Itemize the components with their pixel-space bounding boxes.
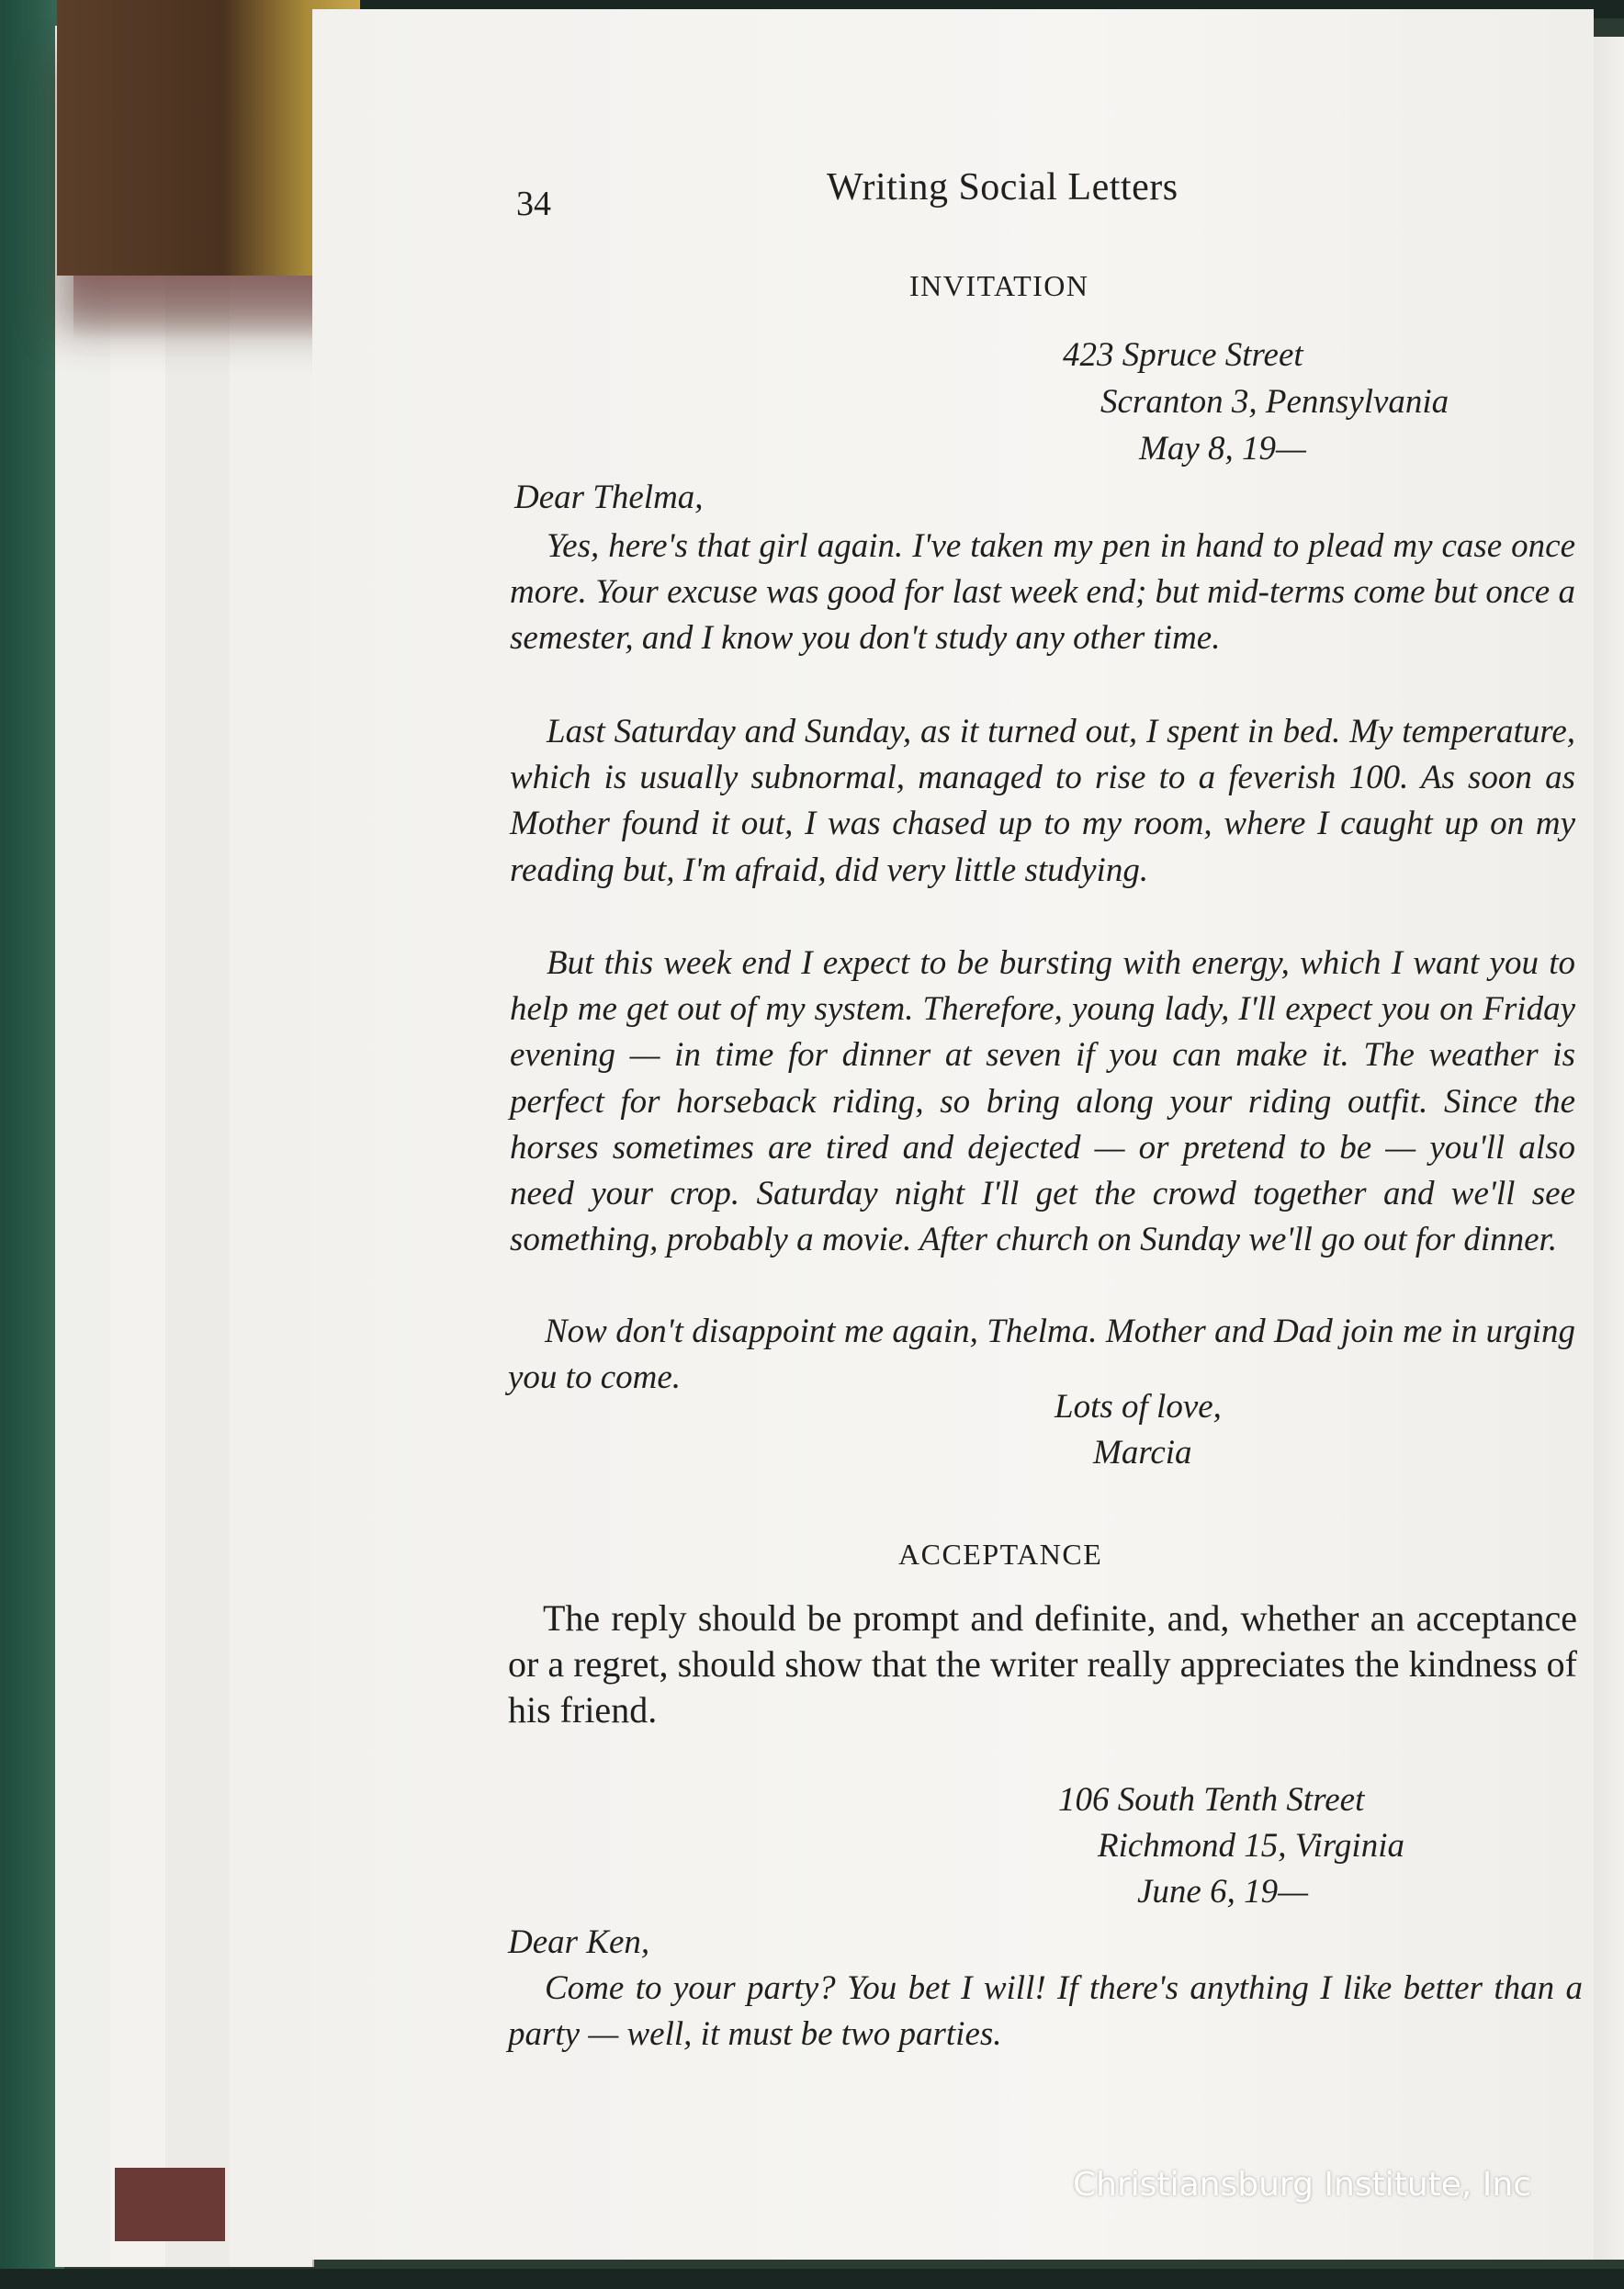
acceptance-date: June 6, 19— xyxy=(1137,1873,1308,1911)
acceptance-intro-text: The reply should be prompt and definite, and, whether an acceptance or a regret, should show that the writer really appreciates the kindness of his friend. xyxy=(508,1597,1577,1731)
acceptance-paragraph-text: Come to your party? You bet I will! If there's anything I like better than a party — well, it must be two parties. xyxy=(508,1969,1583,2054)
invitation-paragraph-text: But this week end I expect to be bursting with energy, which I want you to help me get out of my system. Therefore, young lady, I'll expect you on Friday evening — in time for dinner at seven if you can make it. The weather is perfect for horseback riding, so bring along your riding outfit. Since the horses sometimes are tired and dejected — or pretend to be — you'll also need your crop. Saturday night I'll get the crowd together and we'll see something, probably a movie. After church on Sunday we'll go out for dinner. xyxy=(510,944,1575,1259)
invitation-heading: INVITATION xyxy=(909,269,1089,302)
invitation-paragraph-text: Now don't disappoint me again, Thelma. Mother and Dad join me in urging you to come. xyxy=(508,1313,1575,1397)
invitation-date: May 8, 19— xyxy=(1139,430,1306,468)
invitation-paragraph-text: Yes, here's that girl again. I've taken my pen in hand to plead my case once more. Your excuse was good for last week end; but mid-terms come but once a semester, and I know you don't study any other time. xyxy=(510,527,1575,658)
page-number: 34 xyxy=(516,185,551,223)
bookmark-shadow xyxy=(73,276,340,340)
acceptance-heading: ACCEPTANCE xyxy=(898,1538,1103,1571)
acceptance-address-line: Richmond 15, Virginia xyxy=(1098,1827,1404,1865)
invitation-address-line: 423 Spruce Street xyxy=(1063,336,1303,374)
invitation-paragraph xyxy=(510,709,1575,894)
watermark: Christiansburg Institute, Inc xyxy=(1073,2166,1532,2204)
invitation-paragraph-text: Last Saturday and Sunday, as it turned out, I spent in bed. My temperature, which is usually subnormal, managed to rise to a feverish 100. As soon as Mother found it out, I was chased up to my room, where I caught up on my reading but, I'm afraid, did very little studying. xyxy=(510,713,1575,889)
acceptance-intro xyxy=(508,1596,1577,1733)
invitation-paragraph xyxy=(510,941,1575,1263)
page-right-edge xyxy=(1594,37,1624,2260)
acceptance-paragraph xyxy=(508,1966,1583,2058)
invitation-paragraph xyxy=(508,1309,1575,1401)
invitation-signature: Marcia xyxy=(1093,1434,1192,1472)
invitation-closing: Lots of love, xyxy=(1054,1388,1222,1426)
running-head: Writing Social Letters xyxy=(827,166,1179,209)
acceptance-address-line: 106 South Tenth Street xyxy=(1058,1781,1365,1819)
acceptance-salutation: Dear Ken, xyxy=(508,1923,650,1961)
invitation-address-line: Scranton 3, Pennsylvania xyxy=(1100,383,1449,421)
invitation-salutation: Dear Thelma, xyxy=(514,479,704,516)
page-stack-edge xyxy=(230,26,314,2267)
background-cloth-bottom xyxy=(0,2269,1624,2289)
cover-edge xyxy=(115,2168,225,2241)
invitation-paragraph xyxy=(510,524,1575,662)
